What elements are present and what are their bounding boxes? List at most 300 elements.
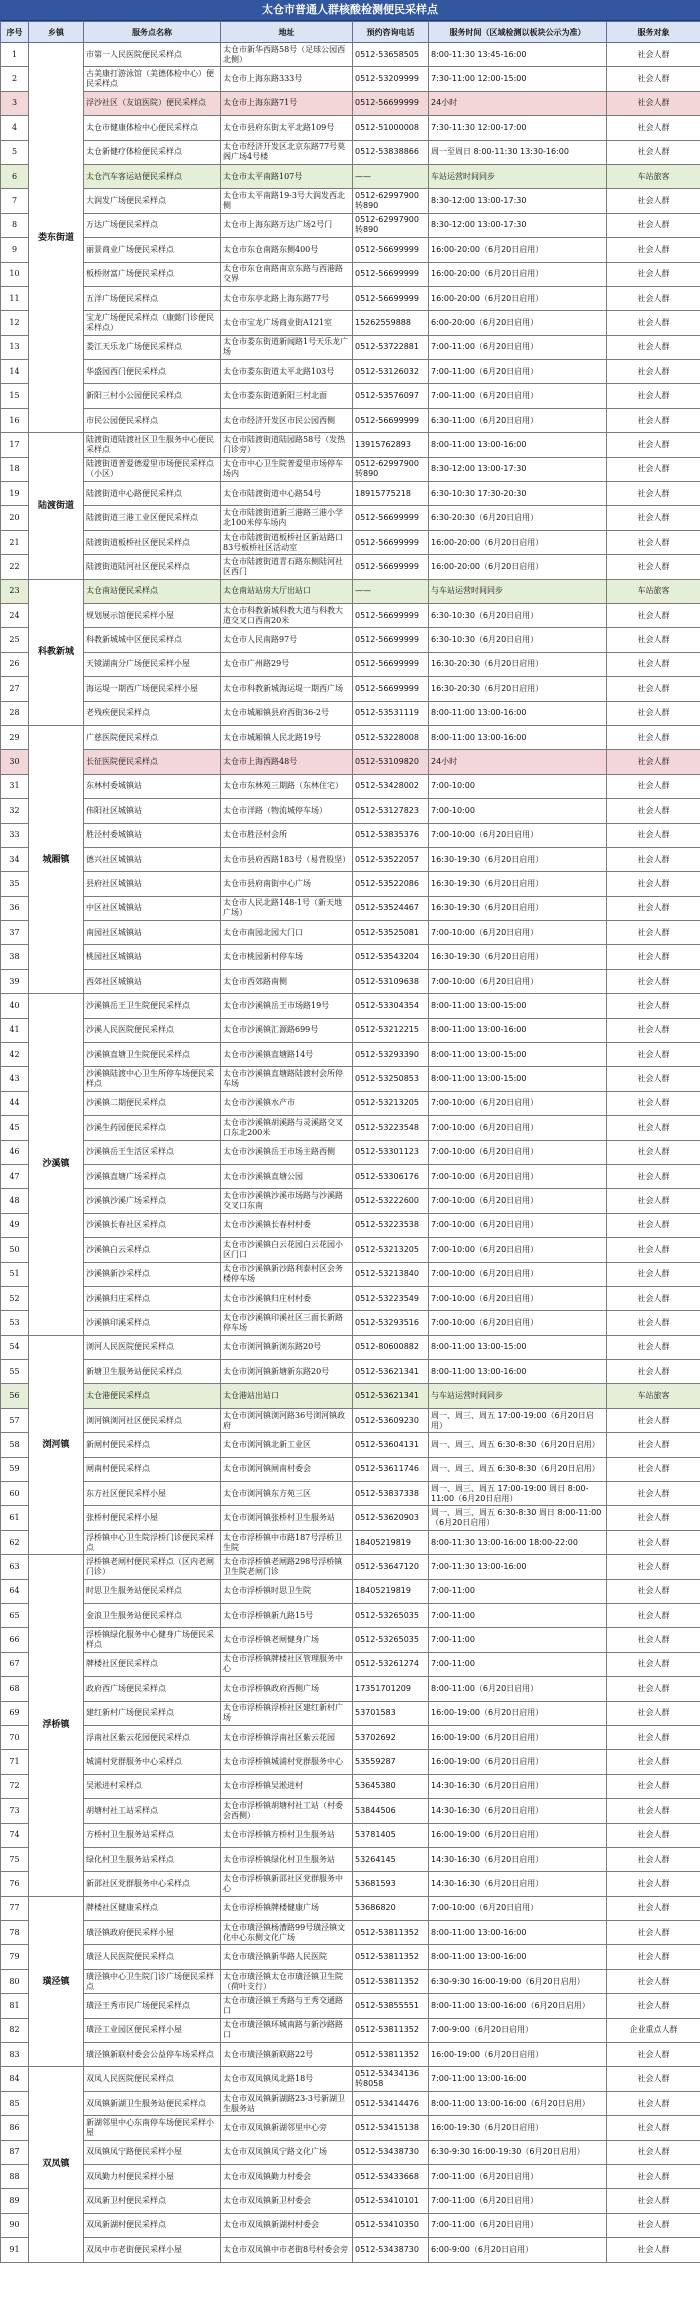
cell-address: 太仓市双凤镇新湖村村委会 [221, 2213, 353, 2237]
table-row [1, 725, 700, 749]
cell-no: 59 [1, 1457, 29, 1481]
cell-address: 太仓市人民南路97号 [221, 628, 353, 652]
cell-town: 浮桥镇 [29, 1555, 84, 1896]
table-row [1, 67, 700, 91]
cell-service: 社会人群 [607, 945, 700, 969]
cell-time: 8:00-11:30 13:00-16:00 18:00-22:00 [429, 1530, 607, 1554]
cell-time: 8:00-11:00 13:00-16:00 [429, 1921, 607, 1945]
cell-time: 16:30-20:30（6月20日启用） [429, 652, 607, 676]
cell-service: 社会人群 [607, 360, 700, 384]
cell-service: 社会人群 [607, 1482, 700, 1506]
cell-service: 社会人群 [607, 1140, 700, 1164]
cell-no: 9 [1, 238, 29, 262]
cell-address: 太仓市沙溪镇胡溪路与灵溪路交叉口东北200米 [221, 1116, 353, 1140]
cell-service: 社会人群 [607, 1799, 700, 1823]
cell-address: 太仓市沙溪镇水产市 [221, 1091, 353, 1115]
cell-no: 83 [1, 2043, 29, 2067]
cell-name: 太仓市健康体检中心便民采样点 [84, 116, 221, 140]
cell-phone: 0512-80600882 [353, 1335, 429, 1359]
cell-time: 8:00-11:00 13:00-16:00 [429, 725, 607, 749]
table-row [1, 1530, 700, 1554]
table-row [1, 945, 700, 969]
cell-no: 18 [1, 457, 29, 481]
cell-address: 太仓市璜泾镇王秀路与王秀交通路口 [221, 1994, 353, 2018]
cell-address: 太仓南站站房大厅出站口 [221, 579, 353, 603]
cell-time: 16:00-20:00（6月20日启用） [429, 238, 607, 262]
cell-name: 德兴社区城镇站 [84, 847, 221, 871]
cell-address: 太仓市桃园新村停车场 [221, 945, 353, 969]
cell-no: 16 [1, 408, 29, 432]
cell-no: 4 [1, 116, 29, 140]
cell-phone: —— [353, 579, 429, 603]
cell-phone: 0512-53811352 [353, 2018, 429, 2042]
cell-time: 16:00-19:00（6月20日启用） [429, 2043, 607, 2067]
cell-time: 16:30-20:30（6月20日启用） [429, 677, 607, 701]
cell-name: 胜泾村委城镇站 [84, 823, 221, 847]
cell-time: 8:00-11:00 13:00-15:00 [429, 1043, 607, 1067]
table-row [1, 1652, 700, 1676]
table-row [1, 1628, 700, 1652]
cell-no: 62 [1, 1530, 29, 1554]
cell-phone: 53264145 [353, 1847, 429, 1871]
cell-name: 闸南村便民采样点 [84, 1457, 221, 1481]
table-row [1, 677, 700, 701]
cell-address: 太仓市县府西路183号（易背股坚） [221, 847, 353, 871]
cell-address: 太仓市沙溪镇长春村村委 [221, 1213, 353, 1237]
cell-time: 周一、周三、周五 6:30-8:30（6月20日启用） [429, 1457, 607, 1481]
cell-service: 社会人群 [607, 701, 700, 725]
cell-no: 8 [1, 213, 29, 237]
cell-address: 太仓市陆渡街道青石路东侧陆河社区西门 [221, 555, 353, 579]
table-row [1, 896, 700, 920]
table-row [1, 2189, 700, 2213]
cell-name: 天镜湖南分广场便民采样小屋 [84, 652, 221, 676]
cell-name: 璜泾镇新联村委会公益停车场采样点 [84, 2043, 221, 2067]
table-row [1, 238, 700, 262]
table-row [1, 43, 700, 67]
cell-service: 社会人群 [607, 652, 700, 676]
cell-time: 16:30-19:30（6月20日启用） [429, 872, 607, 896]
table-row [1, 1872, 700, 1896]
table-row [1, 1774, 700, 1798]
cell-time: 16:30-19:30（6月20日启用） [429, 945, 607, 969]
cell-time: 8:00-11:00 13:00-16:00 [429, 701, 607, 725]
table-row [1, 1701, 700, 1725]
cell-address: 太仓市上海东路333号 [221, 67, 353, 91]
cell-phone: 0512-56699999 [353, 262, 429, 286]
header-town: 乡镇 [29, 22, 84, 43]
cell-no: 74 [1, 1823, 29, 1847]
cell-name: 西郊社区城镇站 [84, 969, 221, 993]
cell-no: 39 [1, 969, 29, 993]
cell-address: 太仓市县府东街太平北路109号 [221, 116, 353, 140]
cell-phone: 18405219819 [353, 1530, 429, 1554]
cell-no: 53 [1, 1311, 29, 1335]
table-row [1, 1604, 700, 1628]
cell-service: 社会人群 [607, 482, 700, 506]
cell-address: 太仓市双凤镇新湖路23-3号新湖卫生服务站 [221, 2091, 353, 2115]
cell-address: 太仓市浮桥镇老闸路298号浮桥镇卫生院老闸门诊 [221, 1555, 353, 1579]
cell-time: 7:00-11:00 [429, 1604, 607, 1628]
cell-time: 8:00-11:00（6月20日启用） [429, 1677, 607, 1701]
cell-phone: 13915762893 [353, 433, 429, 457]
cell-address: 太仓市娄东街道太平北路103号 [221, 360, 353, 384]
cell-phone: 15262559888 [353, 311, 429, 335]
cell-service: 社会人群 [607, 1530, 700, 1554]
cell-address: 太仓市双凤镇凤宁路文化广场 [221, 2140, 353, 2164]
cell-phone: 0512-53837338 [353, 1482, 429, 1506]
cell-service: 社会人群 [607, 1043, 700, 1067]
cell-phone: 0512-62997900转890 [353, 457, 429, 481]
cell-address: 太仓市上海西路48号 [221, 750, 353, 774]
cell-service: 社会人群 [607, 2213, 700, 2237]
cell-no: 61 [1, 1506, 29, 1530]
cell-name: 浮桥镇中心卫生院浮桥门诊便民采样点 [84, 1530, 221, 1554]
table-row [1, 1677, 700, 1701]
cell-no: 90 [1, 2213, 29, 2237]
table-row [1, 1335, 700, 1359]
cell-address: 太仓市浮桥镇方桥村卫生服务站 [221, 1823, 353, 1847]
cell-address: 太仓市浮桥镇城浦村党群服务中心 [221, 1750, 353, 1774]
cell-name: 中区社区城镇站 [84, 896, 221, 920]
cell-no: 37 [1, 921, 29, 945]
cell-time: 7:00-11:00（6月20日启用） [429, 335, 607, 359]
cell-address: 太仓市沙溪镇直塘公园 [221, 1164, 353, 1188]
cell-service: 车站旅客 [607, 1384, 700, 1408]
cell-no: 76 [1, 1872, 29, 1896]
cell-no: 36 [1, 896, 29, 920]
cell-time: 8:00-11:00 13:00-15:00 [429, 1335, 607, 1359]
table-row [1, 823, 700, 847]
cell-name: 桃园社区城镇站 [84, 945, 221, 969]
table-row [1, 1823, 700, 1847]
cell-address: 太仓市东仓南路东侧400号 [221, 238, 353, 262]
cell-no: 57 [1, 1408, 29, 1432]
cell-time: 7:00-10:00（6月20日启用） [429, 1164, 607, 1188]
cell-service: 社会人群 [607, 1555, 700, 1579]
cell-no: 7 [1, 189, 29, 213]
header-name: 服务点名称 [84, 22, 221, 43]
cell-time: 8:30-12:00 13:00-17:30 [429, 213, 607, 237]
cell-no: 11 [1, 286, 29, 310]
cell-service: 社会人群 [607, 2043, 700, 2067]
cell-phone: 0512-53293390 [353, 1043, 429, 1067]
header-row [1, 22, 700, 43]
cell-name: 陆渡街道陆渡社区卫生服务中心便民采样点 [84, 433, 221, 457]
cell-time: 7:00-10:00（6月20日启用） [429, 921, 607, 945]
cell-phone: 0512-53265035 [353, 1628, 429, 1652]
cell-no: 88 [1, 2164, 29, 2188]
cell-name: 沙溪镇岳王卫生院便民采样点 [84, 994, 221, 1018]
cell-time: 14:30-16:30（6月20日启用） [429, 1847, 607, 1871]
cell-phone: 53645380 [353, 1774, 429, 1798]
cell-time: 周一、周三、周五 17:00-19:00 周日 8:00-11:00（6月20日启用） [429, 1482, 607, 1506]
cell-time: 8:30-12:00 13:00-17:30 [429, 189, 607, 213]
cell-service: 社会人群 [607, 530, 700, 554]
table-row [1, 530, 700, 554]
cell-name: 市第一人民医院便民采样点 [84, 43, 221, 67]
cell-name: 双凤镇凤宁路便民采样小屋 [84, 2140, 221, 2164]
cell-phone: 0512-53433668 [353, 2164, 429, 2188]
cell-time: 6:30-9:30 16:00-19:00（6月20日启用） [429, 1969, 607, 1993]
cell-service: 社会人群 [607, 1701, 700, 1725]
cell-name: 大润发广场便民采样点 [84, 189, 221, 213]
cell-name: 宝龙广场便民采样点（康懿门诊便民采样点） [84, 311, 221, 335]
cell-phone: 0512-53410101 [353, 2189, 429, 2213]
cell-name: 璜泾镇政府便民采样小屋 [84, 1921, 221, 1945]
cell-no: 70 [1, 1725, 29, 1749]
table-row [1, 799, 700, 823]
cell-phone: 0512-53434136转8058 [353, 2067, 429, 2091]
cell-phone: 0512-53576097 [353, 384, 429, 408]
cell-time: 7:00-9:00（6月20日启用） [429, 2018, 607, 2042]
cell-address: 太仓市东亭北路上海东路77号 [221, 286, 353, 310]
cell-service: 社会人群 [607, 1238, 700, 1262]
cell-address: 太仓市城厢镇人民北路19号 [221, 725, 353, 749]
cell-name: 沙溪镇陆渡中心卫生所停车场便民采样点 [84, 1067, 221, 1091]
table-row [1, 1164, 700, 1188]
cell-phone: 0512-53621341 [353, 1384, 429, 1408]
cell-time: 7:00-10:00（6月20日启用） [429, 1116, 607, 1140]
cell-phone: —— [353, 164, 429, 188]
table-row [1, 1969, 700, 1993]
cell-time: 7:00-10:00（6月20日启用） [429, 1262, 607, 1286]
cell-service: 社会人群 [607, 116, 700, 140]
cell-service: 社会人群 [607, 1262, 700, 1286]
cell-address: 太仓市浏河镇北新工业区 [221, 1433, 353, 1457]
table-row [1, 116, 700, 140]
cell-no: 44 [1, 1091, 29, 1115]
cell-name: 新阳三村小公园便民采样点 [84, 384, 221, 408]
cell-name: 沙溪镇新沙采样点 [84, 1262, 221, 1286]
cell-address: 太仓市浮桥镇牌楼健康广场 [221, 1896, 353, 1920]
cell-phone: 0512-53223548 [353, 1116, 429, 1140]
table-row [1, 286, 700, 310]
cell-name: 陆渡街道普爱德爱里市场便民采样点（小区） [84, 457, 221, 481]
cell-phone: 0512-53410350 [353, 2213, 429, 2237]
cell-address: 太仓市沙溪镇白云花园白云花园小区门口 [221, 1238, 353, 1262]
cell-no: 48 [1, 1189, 29, 1213]
cell-name: 老残疾便民采样点 [84, 701, 221, 725]
cell-phone: 18405219819 [353, 1579, 429, 1603]
cell-name: 浮沙社区（友谊医院）便民采样点 [84, 91, 221, 115]
cell-no: 81 [1, 1994, 29, 2018]
cell-phone: 0512-53604131 [353, 1433, 429, 1457]
header-time: 服务时间（区域检测以板块公示为准） [429, 22, 607, 43]
cell-time: 7:00-10:00（6月20日启用） [429, 1140, 607, 1164]
cell-phone: 0512-56699999 [353, 603, 429, 627]
cell-address: 太仓市东仓南路南京东路与西港路交界 [221, 262, 353, 286]
cell-time: 8:00-11:00 13:00-15:00 [429, 994, 607, 1018]
cell-phone: 0512-53301123 [353, 1140, 429, 1164]
cell-name: 牌楼社区健康采样点 [84, 1896, 221, 1920]
cell-no: 35 [1, 872, 29, 896]
cell-no: 19 [1, 482, 29, 506]
cell-name: 城浦村党群服务中心采样点 [84, 1750, 221, 1774]
cell-phone: 0512-56699999 [353, 286, 429, 310]
cell-time: 14:30-16:30（6月20日启用） [429, 1774, 607, 1798]
cell-time: 8:00-11:00 13:00-15:00 [429, 1067, 607, 1091]
cell-time: 16:00-20:00（6月20日启用） [429, 555, 607, 579]
cell-name: 广慈医院便民采样点 [84, 725, 221, 749]
cell-no: 84 [1, 2067, 29, 2091]
cell-name: 市民公园便民采样点 [84, 408, 221, 432]
cell-time: 7:00-11:00（6月20日启用） [429, 2213, 607, 2237]
cell-name: 陆渡街道三港工业区便民采样点 [84, 506, 221, 530]
cell-phone: 0512-53209999 [353, 67, 429, 91]
cell-address: 太仓市太平南路107号 [221, 164, 353, 188]
cell-no: 34 [1, 847, 29, 871]
cell-time: 7:00-11:00（6月20日启用） [429, 2164, 607, 2188]
cell-time: 6:30-11:00（6月20日启用） [429, 408, 607, 432]
cell-service: 社会人群 [607, 1164, 700, 1188]
table-row [1, 506, 700, 530]
table-row [1, 969, 700, 993]
cell-address: 太仓市陆渡街道陆园路58号（发热门诊旁） [221, 433, 353, 457]
cell-address: 太仓市东林苑三期路（东林住宅） [221, 774, 353, 798]
cell-time: 6:00-20:00（6月20日启用） [429, 311, 607, 335]
cell-address: 太仓市西郊路南侧 [221, 969, 353, 993]
cell-phone: 0512-53522057 [353, 847, 429, 871]
cell-service: 社会人群 [607, 1360, 700, 1384]
cell-name: 沙溪镇直塘广场采样点 [84, 1164, 221, 1188]
cell-name: 吴淞进村采样点 [84, 1774, 221, 1798]
cell-service: 社会人群 [607, 847, 700, 871]
cell-name: 板桥财富广场便民采样点 [84, 262, 221, 286]
cell-time: 7:00-10:00（6月20日启用） [429, 1189, 607, 1213]
cell-time: 7:00-11:30 13:00-16:00 [429, 1555, 607, 1579]
cell-address: 太仓市浮桥镇新邵社区党群服务中心 [221, 1872, 353, 1896]
cell-name: 浮桥镇绿化服务中心健身广场便民采样点 [84, 1628, 221, 1652]
table-row [1, 1750, 700, 1774]
cell-address: 太仓市浏河镇东方苑三区 [221, 1482, 353, 1506]
cell-no: 23 [1, 579, 29, 603]
cell-no: 75 [1, 1847, 29, 1871]
cell-name: 沙溪镇归庄采样点 [84, 1286, 221, 1310]
cell-name: 方桥村卫生服务站采样点 [84, 1823, 221, 1847]
cell-phone: 17351701209 [353, 1677, 429, 1701]
cell-service: 社会人群 [607, 725, 700, 749]
table-row [1, 1408, 700, 1432]
cell-service: 社会人群 [607, 1579, 700, 1603]
cell-no: 56 [1, 1384, 29, 1408]
cell-phone: 0512-53109638 [353, 969, 429, 993]
cell-phone: 0512-53855551 [353, 1994, 429, 2018]
cell-name: 太仓南站便民采样点 [84, 579, 221, 603]
cell-service: 社会人群 [607, 750, 700, 774]
cell-time: 7:00-11:00 [429, 1579, 607, 1603]
cell-no: 47 [1, 1164, 29, 1188]
table-row [1, 408, 700, 432]
cell-phone: 18915775218 [353, 482, 429, 506]
cell-address: 太仓市璜泾镇环城南路与新沙路路口 [221, 2018, 353, 2042]
cell-address: 太仓市浮桥镇吴淞进村 [221, 1774, 353, 1798]
cell-name: 新塘卫生服务站便民采样点 [84, 1360, 221, 1384]
cell-name: 金浪卫生服务站便民采样点 [84, 1604, 221, 1628]
cell-service: 社会人群 [607, 262, 700, 286]
cell-address: 太仓市双凤镇凤北路18号 [221, 2067, 353, 2091]
cell-phone: 0512-56699999 [353, 238, 429, 262]
cell-service: 社会人群 [607, 1335, 700, 1359]
cell-service: 社会人群 [607, 1896, 700, 1920]
cell-phone: 0512-53838866 [353, 140, 429, 164]
cell-name: 璜泾人民医院便民采样点 [84, 1945, 221, 1969]
table-row [1, 1286, 700, 1310]
table-row [1, 384, 700, 408]
cell-service: 社会人群 [607, 1408, 700, 1432]
cell-address: 太仓市沙溪镇沙溪市场路与沙溪路交叉口东南 [221, 1189, 353, 1213]
cell-name: 双凤镇新湖卫生服务站便民采样点 [84, 2091, 221, 2115]
cell-service: 社会人群 [607, 872, 700, 896]
cell-address: 太仓市经济开发区北京东路77号莫阁广场4号楼 [221, 140, 353, 164]
cell-time: 7:00-10:00（6月20日启用） [429, 823, 607, 847]
cell-service: 社会人群 [607, 1774, 700, 1798]
cell-phone: 0512-53611746 [353, 1457, 429, 1481]
cell-town: 沙溪镇 [29, 994, 84, 1335]
cell-time: 16:30-19:30（6月20日启用） [429, 847, 607, 871]
header-no: 序号 [1, 22, 29, 43]
cell-phone: 0512-53811352 [353, 1945, 429, 1969]
cell-time: 7:00-10:00（6月20日启用） [429, 1896, 607, 1920]
cell-no: 87 [1, 2140, 29, 2164]
sampling-points-table [0, 21, 700, 2263]
cell-no: 14 [1, 360, 29, 384]
cell-service: 社会人群 [607, 1457, 700, 1481]
cell-name: 新闸村便民采样点 [84, 1433, 221, 1457]
cell-phone: 0512-51000008 [353, 116, 429, 140]
cell-name: 时思卫生服务站便民采样点 [84, 1579, 221, 1603]
cell-time: 7:00-11:00（6月20日启用） [429, 360, 607, 384]
cell-phone: 53702692 [353, 1725, 429, 1749]
cell-address: 太仓市中心卫生院普爱里市场停车场内 [221, 457, 353, 481]
cell-address: 太仓市沙溪镇直塘路14号 [221, 1043, 353, 1067]
cell-phone: 0512-53127823 [353, 799, 429, 823]
table-row [1, 433, 700, 457]
cell-service: 社会人群 [607, 1969, 700, 1993]
table-row [1, 457, 700, 481]
cell-no: 63 [1, 1555, 29, 1579]
cell-address: 太仓市浮桥镇浮南社区紫云花园 [221, 1725, 353, 1749]
cell-name: 陆渡街道板桥社区便民采样点 [84, 530, 221, 554]
cell-phone: 0512-53213205 [353, 1091, 429, 1115]
cell-service: 社会人群 [607, 1628, 700, 1652]
table-row [1, 482, 700, 506]
cell-no: 32 [1, 799, 29, 823]
cell-name: 璜泾工业园区便民采样小屋 [84, 2018, 221, 2042]
cell-address: 太仓市科教新城科教大道与科教大道交叉口西南20米 [221, 603, 353, 627]
cell-address: 太仓市浮桥镇新九路15号 [221, 1604, 353, 1628]
cell-service: 车站旅客 [607, 164, 700, 188]
cell-address: 太仓市浏河镇闸南村委会 [221, 1457, 353, 1481]
cell-phone: 0512-53213205 [353, 1238, 429, 1262]
cell-address: 太仓市南园北园大门口 [221, 921, 353, 945]
cell-time: 7:00-10:00 [429, 799, 607, 823]
cell-address: 太仓市浏河镇浏河路36号浏河镇政府 [221, 1408, 353, 1432]
cell-time: 16:30-19:30（6月20日启用） [429, 896, 607, 920]
cell-address: 太仓市沙溪镇直塘路陆渡村会所停车场 [221, 1067, 353, 1091]
cell-no: 15 [1, 384, 29, 408]
cell-address: 太仓市浮桥镇政府西侧广场 [221, 1677, 353, 1701]
cell-no: 21 [1, 530, 29, 554]
cell-time: 周一、周三、周五 6:30-8:30 周日 8:00-11:00（6月20日启用） [429, 1506, 607, 1530]
table-row [1, 1262, 700, 1286]
cell-time: 与车站运营时间同步 [429, 1384, 607, 1408]
cell-time: 7:00-10:00（6月20日启用） [429, 1286, 607, 1310]
cell-time: 6:00-9:00（6月20日启用） [429, 2238, 607, 2262]
cell-no: 2 [1, 67, 29, 91]
cell-service: 社会人群 [607, 408, 700, 432]
cell-service: 社会人群 [607, 2238, 700, 2262]
